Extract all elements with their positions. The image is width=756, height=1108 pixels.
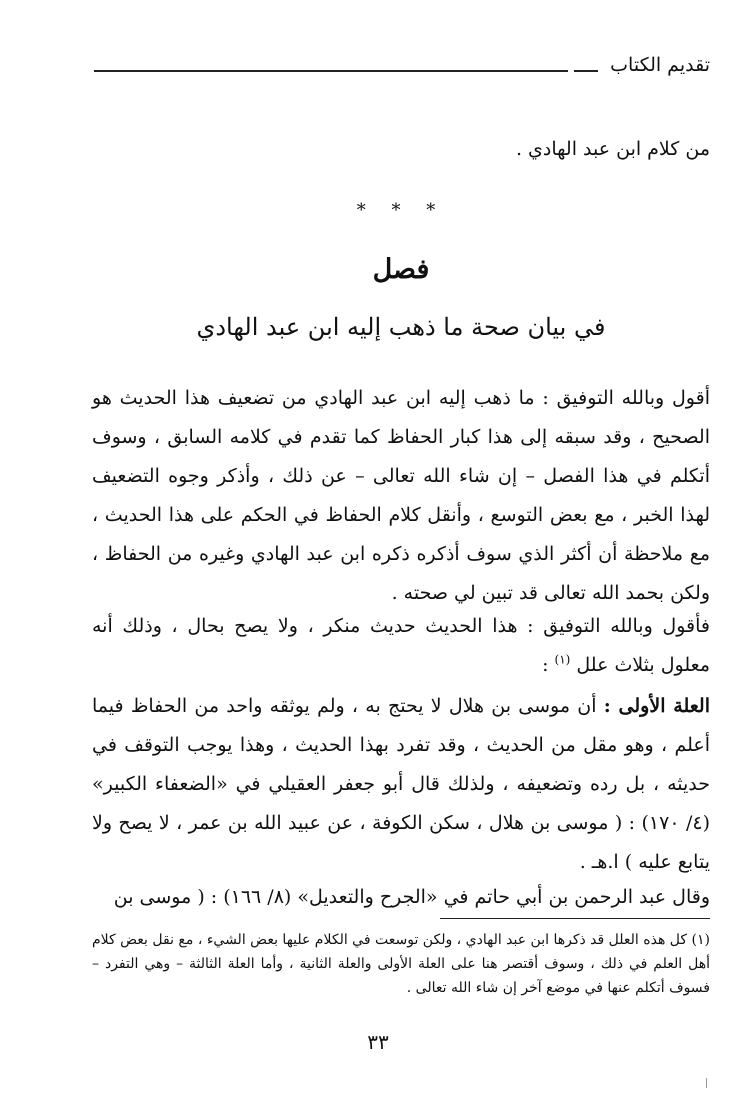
section-separator: * * *	[356, 200, 446, 221]
paragraph-2-end: :	[542, 654, 549, 676]
header-rule	[94, 70, 568, 72]
paragraph-2-text: فأقول وبالله التوفيق : هذا الحديث حديث منكر ، ولا يصح بحال ، وذلك أنه معلول بثلاث علل	[92, 615, 710, 676]
section-subtitle: في بيان صحة ما ذهب إليه ابن عبد الهادي	[196, 313, 606, 341]
paragraph-3-lead: العلة الأولى :	[603, 695, 710, 717]
footnote-rule	[440, 918, 710, 919]
intro-line: من كلام ابن عبد الهادي .	[515, 138, 710, 160]
footnote-ref[interactable]: (١)	[554, 652, 571, 667]
running-title: تقديم الكتاب	[610, 54, 710, 76]
paragraph-1: أقول وبالله التوفيق : ما ذهب إليه ابن عبد الهادي من تضعيف هذا الحديث هو الصحيح ، وقد سبقه إلى هذا كبار الحفاظ كما تقدم في كلامه السابق ، وسوف أتكلم في هذا الفصل – إن شاء الله تعالى – عن ذلك ، وأذكر وجوه التضعيف لهذا الخبر ، مع بعض التوسع ، وأنقل كلام الحفاظ في الحكم على هذا الحديث ، مع ملاحظة أن أكثر الذي سوف أذكره ذكره ابن عبد الهادي وغيره من الحفاظ ، ولكن بحمد الله تعالى قد تبين لي صحته .	[92, 387, 710, 604]
running-header	[94, 54, 710, 84]
paragraph-4: وقال عبد الرحمن بن أبي حاتم في «الجرح والتعديل» (٨/ ١٦٦) : ( موسى بن	[113, 886, 710, 908]
footnote: (١) كل هذه العلل قد ذكرها ابن عبد الهادي ، ولكن توسعت في الكلام عليها بعض الشيء ، مع نقل بعض كلام أهل العلم في ذلك ، وسوف أقتصر هنا على العلة الأولى والعلة الثانية ، وأما العلة الثالثة – وهي التفرد – فسوف أتكلم عنها في موضع آخر إن شاء الله تعالى .	[92, 932, 710, 996]
edge-mark	[706, 1078, 707, 1088]
paragraph-2	[92, 607, 710, 685]
paragraph-3	[92, 687, 710, 882]
header-dash	[574, 70, 598, 72]
page-number: ٣٣	[367, 1030, 389, 1054]
section-title: فصل	[372, 254, 430, 285]
paragraph-3-text: أن موسى بن هلال لا يحتج به ، ولم يوثقه واحد من الحفاظ فيما أعلم ، وهو مقل من الحديث ، وقد تفرد بهذا الحديث ، وهذا يوجب التوقف في حديثه ، بل رده وتضعيفه ، ولذلك قال أبو جعفر العقيلي في «الضعفاء الكبير» (٤/ ١٧٠) : ( موسى بن هلال ، سكن الكوفة ، عن عبيد الله بن عمر ، لا يصح ولا يتابع عليه ) ا.هـ .	[92, 695, 710, 873]
